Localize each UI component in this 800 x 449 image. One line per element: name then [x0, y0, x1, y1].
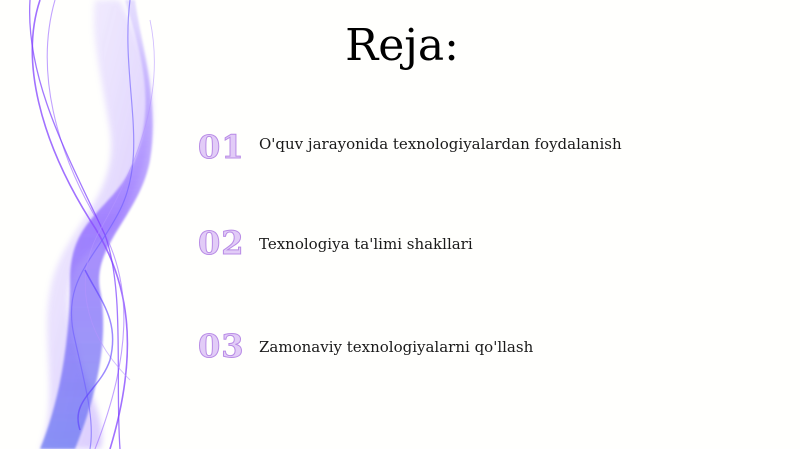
agenda-item-text: O'quv jarayonida texnologiyalardan foydalanish	[259, 135, 622, 153]
agenda-item	[198, 327, 758, 378]
agenda-item-text: Zamonaviy texnologiyalarni qo'llash	[259, 338, 534, 356]
agenda-item-text: Texnologiya ta'limi shakllari	[259, 235, 473, 253]
agenda-item	[198, 128, 758, 179]
agenda-item-number: 02	[198, 224, 245, 262]
agenda-item-number: 03	[198, 327, 245, 365]
agenda-item	[198, 224, 758, 275]
agenda-item-number: 01	[198, 128, 245, 166]
purple-smoke-ribbon-decoration	[0, 0, 200, 449]
slide-title: Reja:	[345, 20, 459, 71]
